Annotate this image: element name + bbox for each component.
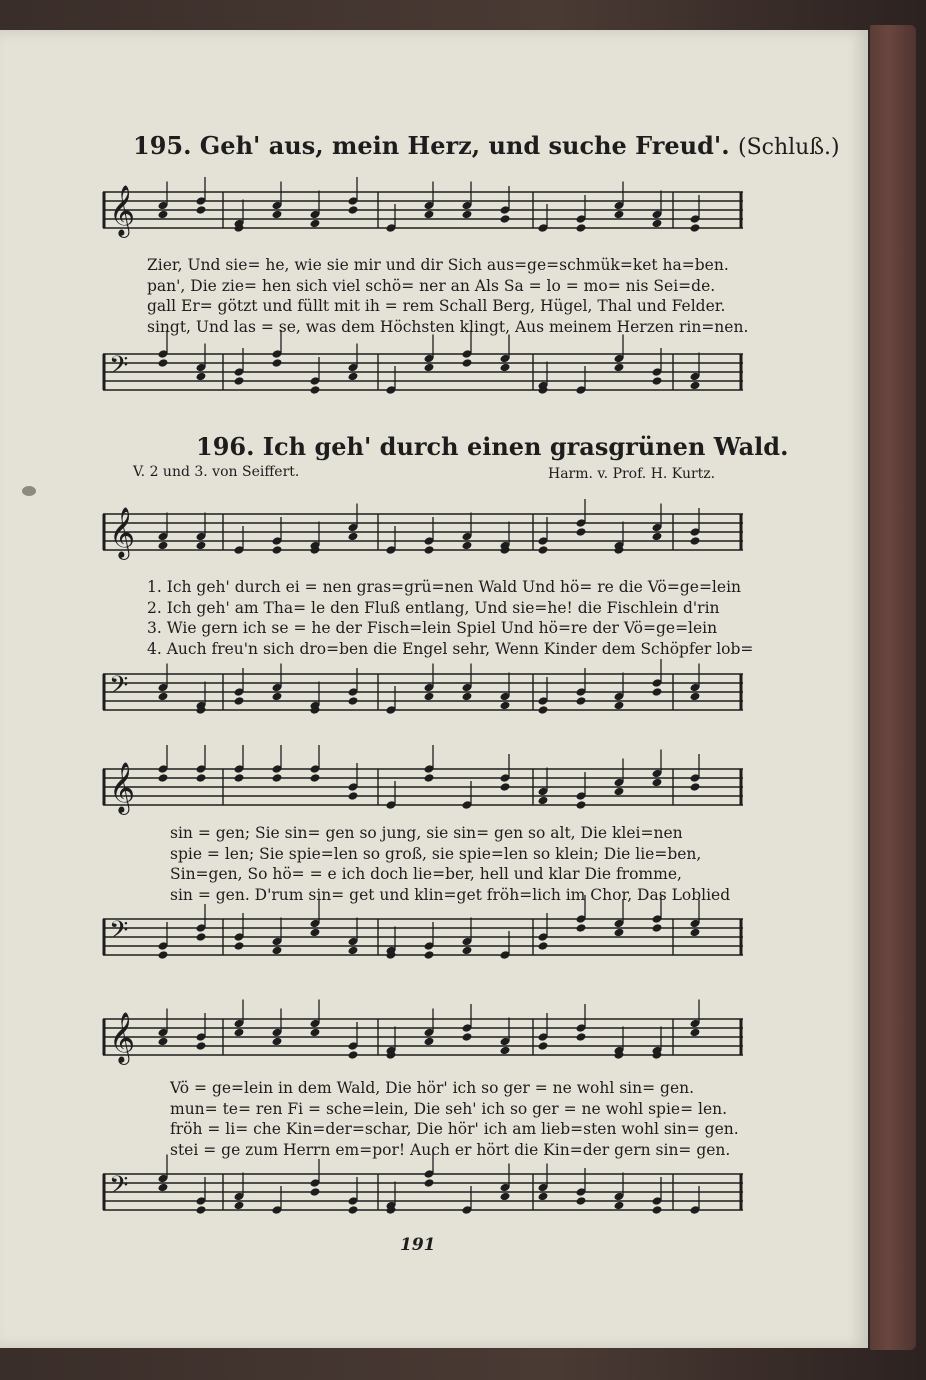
note-head xyxy=(234,1028,245,1038)
note-head xyxy=(690,928,701,938)
note-head xyxy=(652,376,663,386)
note-head xyxy=(158,692,169,702)
note-head xyxy=(576,1196,587,1206)
lyric-line: sin = gen. D'rum sin= get und klin=get fröh=lich im Chor, Das Loblied xyxy=(170,885,731,904)
note-head xyxy=(196,205,207,215)
note-head xyxy=(576,223,587,233)
page-number: 191 xyxy=(400,1235,436,1255)
note-head xyxy=(538,796,549,806)
note-head xyxy=(234,696,245,706)
note-head xyxy=(500,701,511,711)
note-head xyxy=(576,696,587,706)
note-head xyxy=(348,946,359,956)
note-head xyxy=(462,358,473,368)
lyric-line: 1. Ich geh' durch ei = nen gras=grü=nen Wald Und hö= re die Vö=ge=lein xyxy=(147,578,742,596)
hymn-195-title-block xyxy=(133,131,840,160)
treble-clef-icon: 𝄞 xyxy=(109,1012,136,1063)
note-head xyxy=(424,363,435,373)
hymn-196-title: 196. Ich geh' durch einen grasgrünen Wald. xyxy=(196,432,789,461)
note-head xyxy=(500,1192,511,1202)
note-head xyxy=(158,210,169,220)
note-head xyxy=(500,1046,511,1056)
hymn-196-verses-2 xyxy=(170,823,730,905)
note-head xyxy=(652,923,663,933)
hymn-196-treble-staff-3 xyxy=(103,1005,743,1075)
lyric-line: stei = ge zum Herrn em=por! Auch er hört die Kin=der gern sin= gen. xyxy=(170,1140,731,1159)
note-head xyxy=(310,773,321,783)
lyric-line: spie = len; Sie spie=len so groß, sie spie=len so klein; Die lie=ben, xyxy=(170,844,702,863)
note-head xyxy=(576,1032,587,1042)
note-head xyxy=(538,941,549,951)
bass-clef-icon: 𝄢 xyxy=(109,1171,129,1206)
note-head xyxy=(614,363,625,373)
note-head xyxy=(348,1205,359,1215)
note-head xyxy=(690,692,701,702)
note-head xyxy=(690,381,701,391)
lyric-line: fröh = li= che Kin=der=schar, Die hör' ich am lieb=sten wohl sin= gen. xyxy=(170,1120,739,1138)
lyric-line: gall Er= götzt und füllt mit ih = rem Schall Berg, Hügel, Thal und Felder. xyxy=(147,297,726,315)
note-head xyxy=(576,527,587,537)
hymn-196-treble-staff-2 xyxy=(103,755,743,825)
note-head xyxy=(424,773,435,783)
lyric-line: singt, Und las = se, was dem Höchsten klingt, Aus meinem Herzen rin=nen. xyxy=(147,317,749,336)
note-head xyxy=(462,541,473,551)
hymn-195-title: 195. Geh' aus, mein Herz, und suche Freud'. xyxy=(133,131,730,160)
note-head xyxy=(424,692,435,702)
note-head xyxy=(424,950,435,960)
lyric-line: Zier, Und sie= he, wie sie mir und dir Sich aus=ge=schmük=ket ha=ben. xyxy=(147,256,729,274)
note-head xyxy=(272,773,283,783)
note-head xyxy=(196,372,207,382)
note-head xyxy=(538,1192,549,1202)
lyric-line: Vö = ge=lein in dem Wald, Die hör' ich so ger = ne wohl sin= gen. xyxy=(170,1079,695,1097)
note-head xyxy=(652,687,663,697)
note-head xyxy=(196,1041,207,1051)
note-head xyxy=(614,787,625,797)
note-head xyxy=(348,1050,359,1060)
hymn-195-bass-staff xyxy=(103,340,743,420)
lyric-line: mun= te= ren Fi = sche=lein, Die seh' ich so ger = ne wohl spie= len. xyxy=(170,1099,728,1118)
hymn-196-verses-3 xyxy=(170,1078,739,1160)
note-head xyxy=(234,773,245,783)
staff-lines xyxy=(103,769,743,805)
hymn-196-verses-1 xyxy=(147,577,753,659)
lyric-line: 2. Ich geh' am Tha= le den Fluß entlang, Und sie=he! die Fischlein d'rin xyxy=(147,598,720,617)
book-cover-edge xyxy=(870,25,916,1350)
note-head xyxy=(500,363,511,373)
note-head xyxy=(310,219,321,229)
note-head xyxy=(158,950,169,960)
staff-lines xyxy=(103,354,743,390)
note-head xyxy=(500,782,511,792)
note-head xyxy=(310,1187,321,1197)
note-head xyxy=(424,210,435,220)
note-head xyxy=(652,1205,663,1215)
note-head xyxy=(690,536,701,546)
lyric-line: Sin=gen, So hö= = e ich doch lie=ber, hell und klar Die fromme, xyxy=(170,865,682,883)
note-head xyxy=(196,932,207,942)
ink-spot xyxy=(22,486,36,496)
note-head xyxy=(424,545,435,555)
treble-clef-icon: 𝄞 xyxy=(109,507,136,558)
note-head xyxy=(576,800,587,810)
note-head xyxy=(614,1201,625,1211)
hymn-196-credit-left: V. 2 und 3. von Seiffert. xyxy=(133,464,300,480)
lyric-line: pan', Die zie= hen sich viel schö= ner an Als Sa = lo = mo= nis Sei=de. xyxy=(147,276,716,295)
note-head xyxy=(348,791,359,801)
treble-clef-icon: 𝄞 xyxy=(109,185,136,236)
note-head xyxy=(348,205,359,215)
note-head xyxy=(158,773,169,783)
note-head xyxy=(310,385,321,395)
lyric-line: sin = gen; Sie sin= gen so jung, sie sin= gen so alt, Die klei=nen xyxy=(170,824,683,842)
note-head xyxy=(348,696,359,706)
note-head xyxy=(538,1041,549,1051)
bass-clef-icon: 𝄢 xyxy=(109,351,129,386)
note-head xyxy=(272,692,283,702)
note-head xyxy=(538,545,549,555)
note-head xyxy=(652,778,663,788)
note-head xyxy=(614,928,625,938)
lyric-line: 4. Auch freu'n sich dro=ben die Engel sehr, Wenn Kinder dem Schöpfer lob= xyxy=(147,639,754,658)
note-head xyxy=(652,219,663,229)
note-head xyxy=(158,1183,169,1193)
note-head xyxy=(196,541,207,551)
note-head xyxy=(462,210,473,220)
note-head xyxy=(576,923,587,933)
note-head xyxy=(538,705,549,715)
note-head xyxy=(614,701,625,711)
note-head xyxy=(158,1037,169,1047)
bass-clef-icon: 𝄢 xyxy=(109,916,129,951)
hymn-196-credit-right: Harm. v. Prof. H. Kurtz. xyxy=(548,466,716,482)
note-head xyxy=(348,372,359,382)
note-head xyxy=(272,946,283,956)
note-head xyxy=(462,946,473,956)
note-head xyxy=(272,210,283,220)
note-head xyxy=(196,1205,207,1215)
hymn-196-bass-staff-1 xyxy=(103,660,743,740)
hymn-195-lyrics xyxy=(147,255,748,337)
note-head xyxy=(234,1201,245,1211)
bass-clef-icon: 𝄢 xyxy=(109,671,129,706)
note-head xyxy=(310,1028,321,1038)
staff-lines xyxy=(103,1174,743,1210)
note-head xyxy=(196,773,207,783)
treble-clef-icon: 𝄞 xyxy=(109,762,136,813)
note-head xyxy=(690,1028,701,1038)
note-head xyxy=(614,210,625,220)
note-head xyxy=(690,782,701,792)
note-head xyxy=(158,358,169,368)
hymn-196-bass-staff-2 xyxy=(103,905,743,985)
note-head xyxy=(690,223,701,233)
note-head xyxy=(310,928,321,938)
hymn-196-bass-staff-3 xyxy=(103,1160,743,1240)
note-head xyxy=(234,941,245,951)
note-head xyxy=(424,1178,435,1188)
note-head xyxy=(272,1037,283,1047)
hymn-196-treble-staff-1 xyxy=(103,500,743,575)
note-head xyxy=(462,692,473,702)
note-head xyxy=(272,545,283,555)
note-head xyxy=(424,1037,435,1047)
note-head xyxy=(234,376,245,386)
note-head xyxy=(500,214,511,224)
note-head xyxy=(272,358,283,368)
note-head xyxy=(348,532,359,542)
note-head xyxy=(652,532,663,542)
hymn-195-suffix: (Schluß.) xyxy=(737,135,840,160)
hymn-195-treble-staff xyxy=(103,178,743,258)
note-head xyxy=(158,541,169,551)
lyric-line: 3. Wie gern ich se = he der Fisch=lein Spiel Und hö=re der Vö=ge=lein xyxy=(147,619,718,637)
note-head xyxy=(462,1032,473,1042)
